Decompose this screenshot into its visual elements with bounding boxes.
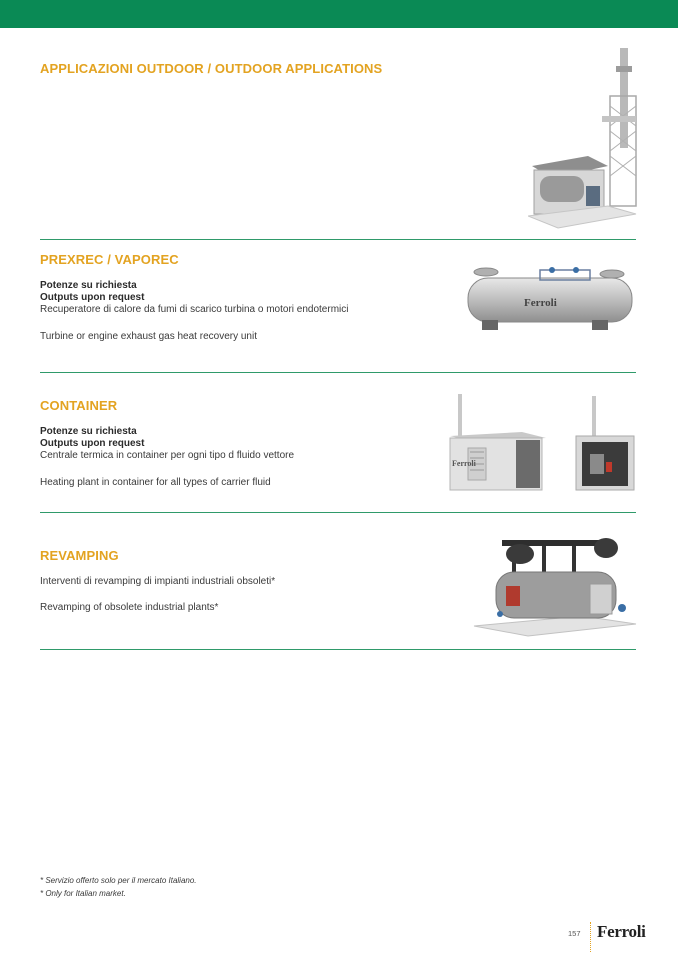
prexrec-desc-en: Turbine or engine exhaust gas heat recovery unit: [40, 331, 257, 342]
prexrec-boiler-image: [462, 262, 638, 334]
divider-4: [40, 649, 636, 650]
divider-3: [40, 512, 636, 513]
container-desc-en: Heating plant in container for all types of carrier fluid: [40, 477, 271, 488]
ferroli-logo: Ferroli: [597, 922, 646, 941]
revamping-desc-en: Revamping of obsolete industrial plants*: [40, 602, 219, 613]
prexrec-power-en: Outputs upon request: [40, 292, 145, 303]
top-green-bar: [0, 0, 678, 28]
footnote-en: * Only for Italian market.: [40, 889, 126, 898]
prexrec-power-it: Potenze su richiesta: [40, 280, 137, 291]
divider-1: [40, 239, 636, 240]
outdoor-plant-image: [528, 46, 638, 232]
revamping-heading: REVAMPING: [40, 548, 119, 563]
prexrec-image-logo: Ferroli: [524, 297, 557, 309]
prexrec-heading: PREXREC / VAPOREC: [40, 252, 179, 267]
container-power-en: Outputs upon request: [40, 438, 145, 449]
divider-2: [40, 372, 636, 373]
container-units-image: [446, 392, 638, 496]
page-number: 157: [568, 929, 581, 938]
outdoor-heading: APPLICAZIONI OUTDOOR / OUTDOOR APPLICATIONS: [40, 61, 383, 76]
prexrec-desc-it: Recuperatore di calore da fumi di scarico turbina o motori endotermici: [40, 304, 349, 315]
container-power-it: Potenze su richiesta: [40, 426, 137, 437]
footnote-it: * Servizio offerto solo per il mercato Italiano.: [40, 876, 197, 885]
container-image-logo: Ferroli: [452, 459, 476, 468]
revamping-plant-image: [472, 526, 638, 638]
footer-separator: [590, 922, 591, 952]
revamping-desc-it: Interventi di revamping di impianti industriali obsoleti*: [40, 576, 276, 587]
container-heading: CONTAINER: [40, 398, 118, 413]
container-desc-it: Centrale termica in container per ogni tipo d fluido vettore: [40, 450, 295, 461]
